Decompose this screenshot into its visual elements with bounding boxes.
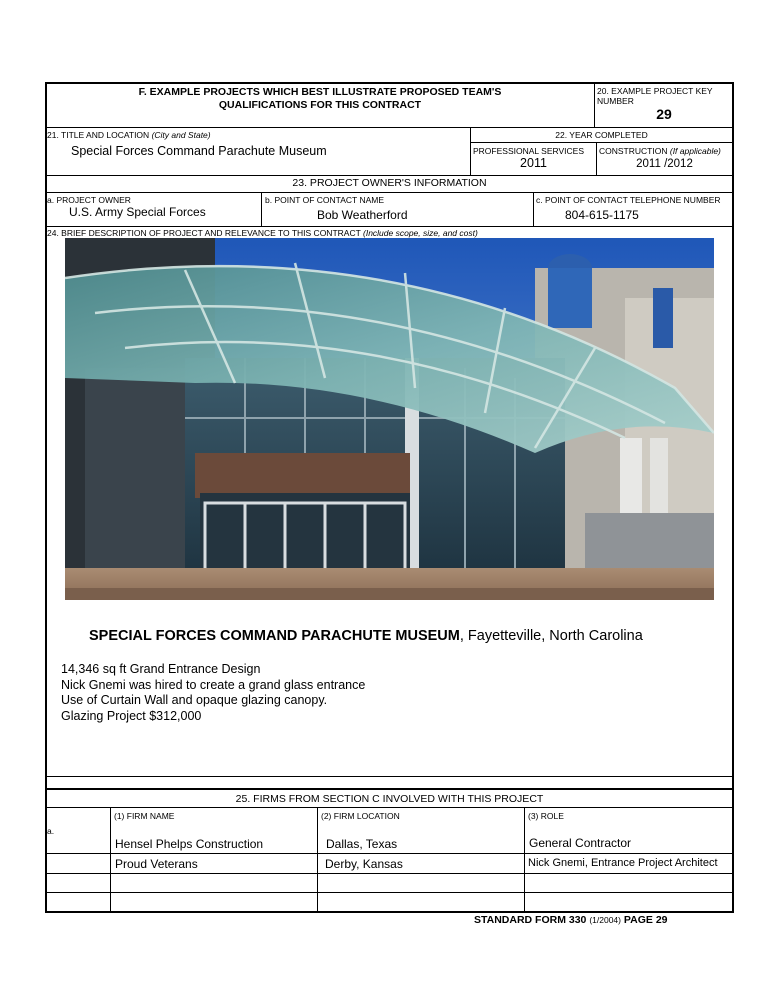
year-completed-label: 22. YEAR COMPLETED (555, 130, 648, 140)
project-owner-value: U.S. Army Special Forces (69, 205, 206, 219)
description-label: 24. BRIEF DESCRIPTION OF PROJECT AND RELEVANCE TO THIS CONTRACT (Include scope, size, and cost) (47, 228, 478, 238)
firm-location: Dallas, Texas (326, 837, 398, 851)
row-marker: a. (47, 826, 55, 836)
title-location-label: 21. TITLE AND LOCATION (City and State) (47, 130, 211, 140)
firm-name: Proud Veterans (115, 857, 198, 871)
firm-name: Hensel Phelps Construction (115, 837, 264, 851)
description-line: 14,346 sq ft Grand Entrance Design (61, 662, 261, 676)
photo-caption: SPECIAL FORCES COMMAND PARACHUTE MUSEUM, Fayetteville, North Carolina (89, 628, 643, 644)
owner-info-header: 23. PROJECT OWNER'S INFORMATION (292, 177, 487, 189)
firm-location: Derby, Kansas (325, 857, 403, 871)
section-f-title: F. EXAMPLE PROJECTS WHICH BEST ILLUSTRATE PROPOSED TEAM'S QUALIFICATIONS FOR THIS CONTRACT (138, 86, 502, 111)
form-footer: STANDARD FORM 330 (1/2004) PAGE 29 (474, 914, 668, 926)
professional-services-value: 2011 (520, 156, 547, 170)
firms-header: 25. FIRMS FROM SECTION C INVOLVED WITH THIS PROJECT (235, 793, 544, 805)
firm-location-col-header: (2) FIRM LOCATION (321, 811, 400, 821)
description-text (61, 662, 365, 724)
description-line: Nick Gnemi was hired to create a grand glass entrance (61, 677, 366, 692)
contact-phone-label: c. POINT OF CONTACT TELEPHONE NUMBER (536, 195, 721, 205)
contact-name-label: b. POINT OF CONTACT NAME (265, 195, 385, 205)
construction-value: 2011 /2012 (636, 158, 693, 170)
contact-phone-value: 804-615-1175 (565, 208, 639, 222)
firm-name-col-header: (1) FIRM NAME (114, 811, 175, 821)
contact-name-value: Bob Weatherford (317, 208, 408, 222)
project-key-label: 20. EXAMPLE PROJECT KEY NUMBER (597, 86, 713, 106)
description-line: Glazing Project $312,000 (61, 708, 202, 723)
professional-services-label: PROFESSIONAL SERVICES (473, 146, 585, 156)
firm-role: Nick Gnemi, Entrance Project Architect (528, 857, 718, 869)
firm-role-col-header: (3) ROLE (528, 811, 564, 821)
description-line: Use of Curtain Wall and opaque glazing canopy. (61, 693, 328, 707)
firm-role: General Contractor (529, 836, 632, 850)
construction-label: CONSTRUCTION (If applicable) (599, 146, 721, 156)
project-owner-label: a. PROJECT OWNER (47, 195, 131, 205)
project-photo (65, 238, 714, 600)
title-location-value: Special Forces Command Parachute Museum (71, 144, 327, 158)
project-key-number: 29 (656, 106, 672, 122)
